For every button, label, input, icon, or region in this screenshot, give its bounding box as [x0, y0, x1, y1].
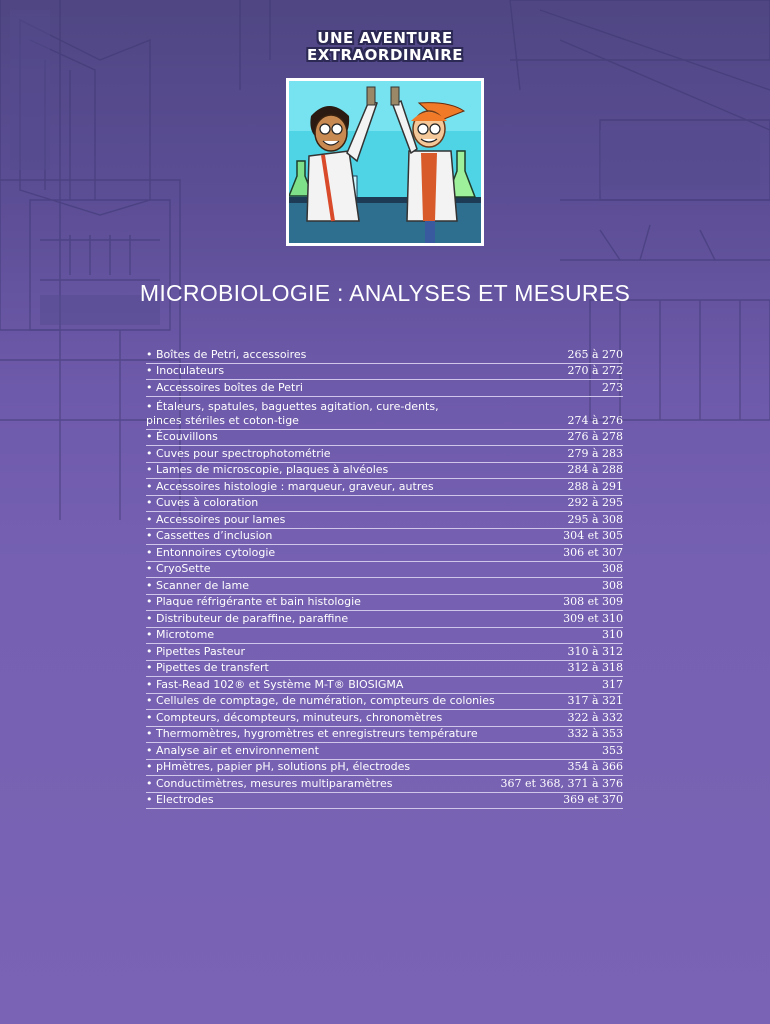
toc-label: • Conductimètres, mesures multiparamètres [146, 776, 393, 790]
table-of-contents [146, 347, 623, 809]
toc-pages: 292 à 295 [567, 496, 623, 509]
toc-pages: 270 à 272 [567, 364, 623, 377]
toc-label: • Entonnoires cytologie [146, 545, 276, 559]
toc-row [146, 397, 623, 430]
toc-label: • Microtome [146, 628, 215, 641]
toc-pages: 288 à 291 [567, 479, 623, 493]
toc-row [146, 595, 623, 612]
toc-pages: 295 à 308 [567, 512, 623, 526]
toc-row [146, 545, 623, 562]
toc-pages: 276 à 278 [567, 430, 623, 443]
toc-row [146, 529, 623, 546]
toc-row [146, 364, 623, 381]
toc-row [146, 743, 623, 760]
toc-pages: 332 à 353 [567, 727, 623, 740]
toc-label: • Compteurs, décompteurs, minuteurs, chronomètres [146, 710, 443, 724]
toc-row [146, 644, 623, 661]
toc-row [146, 727, 623, 744]
toc-label: • Boîtes de Petri, accessoires [146, 347, 307, 361]
toc-label: • Fast-Read 102® et Système M-T® BIOSIGMA [146, 677, 404, 691]
toc-row [146, 710, 623, 727]
toc-pages: 367 et 368, 371 à 376 [500, 776, 623, 790]
toc-label: • Cuves pour spectrophotométrie [146, 446, 331, 460]
toc-label: • Écouvillons [146, 430, 218, 443]
toc-row [146, 760, 623, 777]
toc-row [146, 793, 623, 810]
banner-line-2: EXTRAORDINAIRE [306, 46, 464, 64]
toc-pages: 284 à 288 [567, 463, 623, 476]
toc-pages: 322 à 332 [567, 710, 623, 724]
toc-label: • Analyse air et environnement [146, 743, 319, 757]
toc-label: • Cellules de comptage, de numération, compteurs de colonies [146, 694, 495, 707]
toc-pages: 308 et 309 [563, 595, 623, 608]
toc-pages: 310 à 312 [567, 644, 623, 658]
toc-label: • Cassettes d’inclusion [146, 529, 273, 542]
toc-pages: 309 et 310 [563, 611, 623, 625]
toc-row [146, 512, 623, 529]
toc-row [146, 430, 623, 447]
toc-label: • pHmètres, papier pH, solutions pH, électrodes [146, 760, 411, 773]
toc-pages: 308 [602, 578, 623, 592]
toc-row [146, 677, 623, 694]
toc-row [146, 578, 623, 595]
toc-pages: 304 et 305 [563, 529, 623, 542]
toc-label: • Electrodes [146, 793, 214, 806]
toc-label: • Cuves à coloration [146, 496, 259, 509]
toc-label: • Scanner de lame [146, 578, 250, 592]
toc-row [146, 446, 623, 463]
toc-row [146, 347, 623, 364]
toc-row [146, 661, 623, 678]
toc-pages: 369 et 370 [563, 793, 623, 806]
toc-label: • Inoculateurs [146, 364, 225, 377]
toc-pages: 306 et 307 [563, 545, 623, 559]
toc-row [146, 463, 623, 480]
toc-label: • Thermomètres, hygromètres et enregistreurs température [146, 727, 478, 740]
toc-label: • Distributeur de paraffine, paraffine [146, 611, 349, 625]
toc-row [146, 380, 623, 397]
toc-pages: 273 [602, 380, 623, 394]
toc-pages: 317 [602, 677, 623, 691]
toc-pages: 312 à 318 [567, 661, 623, 674]
toc-row [146, 496, 623, 513]
toc-label: • Lames de microscopie, plaques à alvéoles [146, 463, 389, 476]
toc-label: • CryoSette [146, 562, 211, 575]
toc-pages: 354 à 366 [567, 760, 623, 773]
comic-illustration [286, 78, 484, 246]
toc-row [146, 694, 623, 711]
toc-label: • Plaque réfrigérante et bain histologie [146, 595, 361, 608]
toc-row [146, 479, 623, 496]
banner [287, 30, 483, 64]
toc-row [146, 562, 623, 579]
toc-label: • Accessoires boîtes de Petri [146, 380, 303, 394]
toc-label: • Étaleurs, spatules, baguettes agitation, cure-dents, pinces stériles et coton-tige [146, 399, 439, 427]
page-title: MICROBIOLOGIE : ANALYSES ET MESURES [139, 280, 631, 306]
toc-pages: 265 à 270 [567, 347, 623, 361]
toc-row [146, 611, 623, 628]
toc-pages: 317 à 321 [567, 694, 623, 707]
toc-pages: 308 [602, 562, 623, 575]
toc-pages: 353 [602, 743, 623, 757]
toc-row [146, 628, 623, 645]
toc-pages: 310 [602, 628, 623, 641]
toc-pages: 279 à 283 [567, 446, 623, 460]
toc-label: • Pipettes Pasteur [146, 644, 245, 658]
banner-line-1: UNE AVENTURE [317, 29, 453, 47]
toc-label: • Pipettes de transfert [146, 661, 269, 674]
toc-label: • Accessoires histologie : marqueur, graveur, autres [146, 479, 434, 493]
toc-row [146, 776, 623, 793]
toc-label: • Accessoires pour lames [146, 512, 286, 526]
toc-pages: 274 à 276 [567, 413, 623, 427]
